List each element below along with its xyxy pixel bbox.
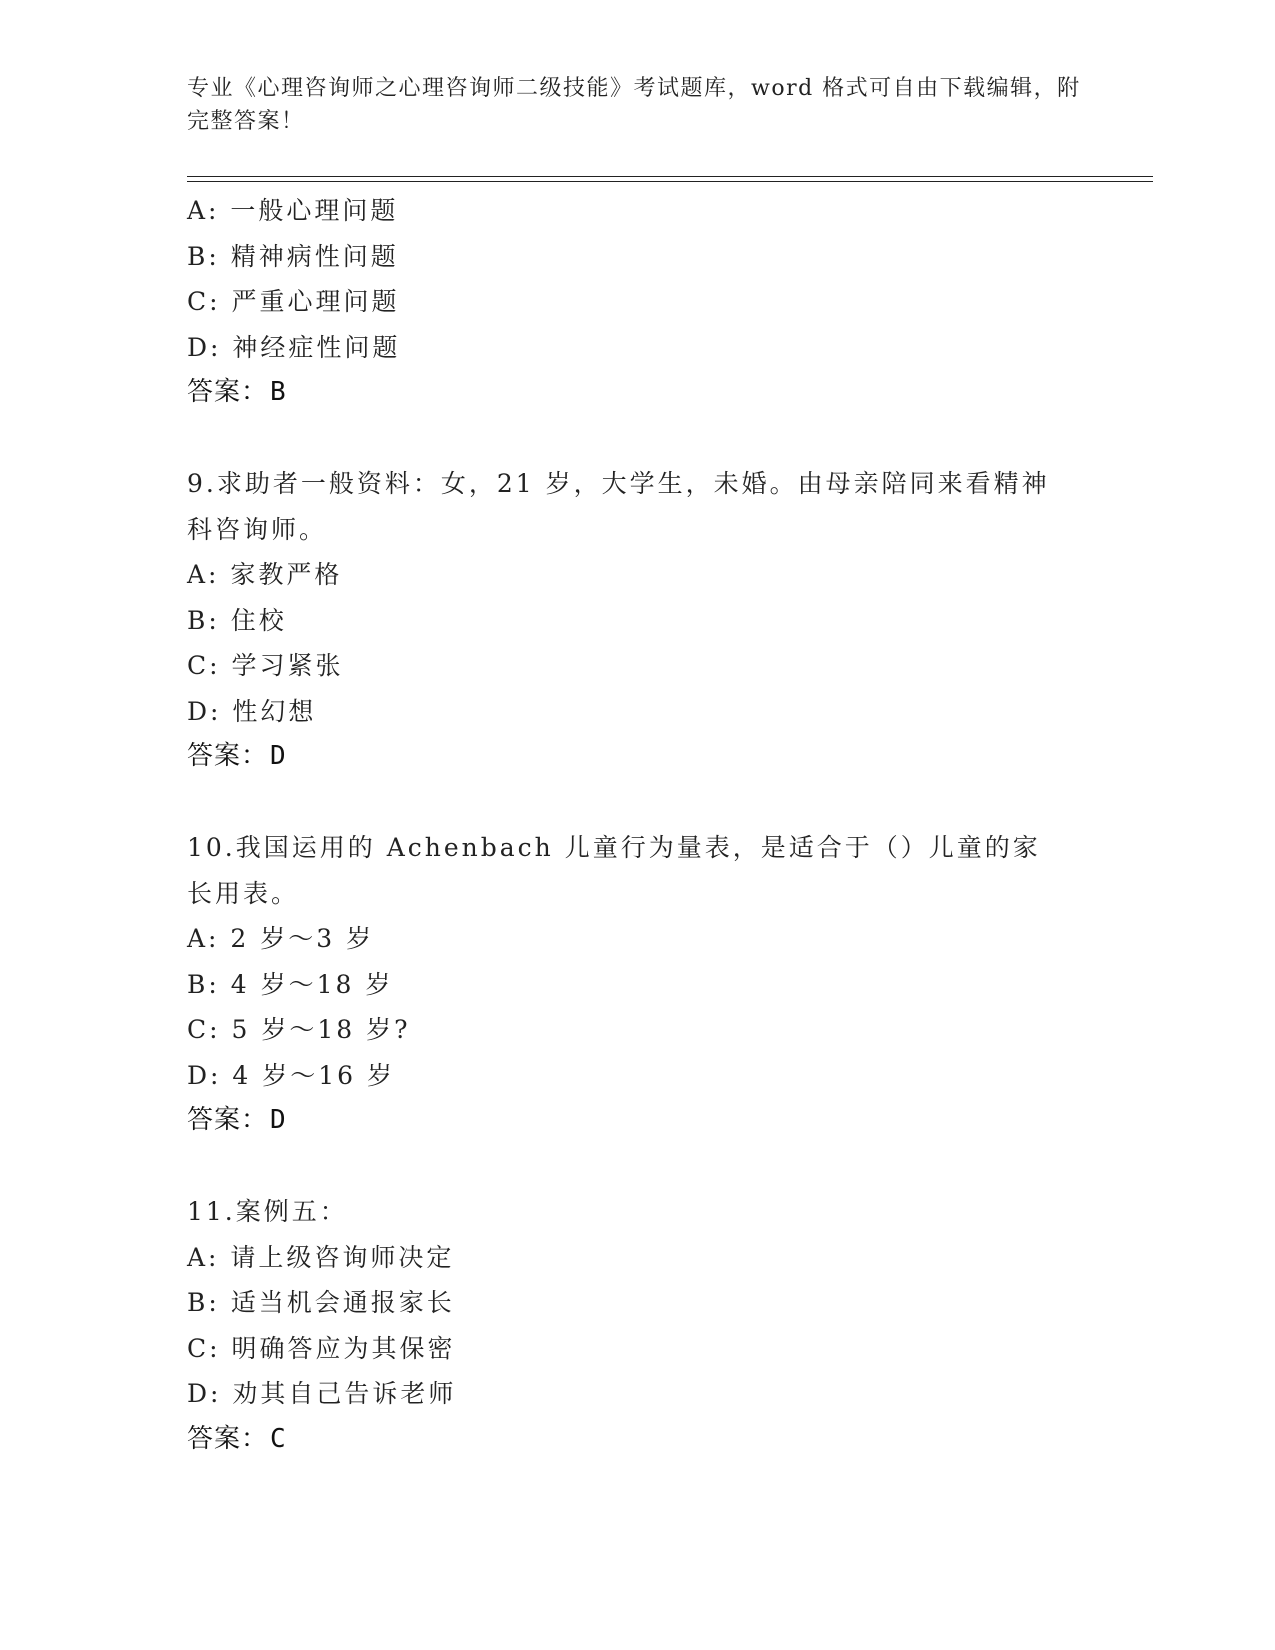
document-intro: 专业《心理咨询师之心理咨询师二级技能》考试题库，word 格式可自由下载编辑，附完整答案！ — [187, 76, 1081, 134]
option-b: B: 住校 — [187, 605, 287, 635]
answer-key: C — [270, 1423, 287, 1454]
question-9 — [187, 461, 1087, 780]
option-a: A: 家教严格 — [187, 560, 343, 589]
answer-label: 答案： — [187, 1105, 269, 1135]
question-stem: 10.我国运用的 Achenbach 儿童行为量表，是适合于（）儿童的家长用表。 — [187, 833, 1041, 908]
answer-line — [187, 1417, 1087, 1463]
question-stem: 11.案例五： — [187, 1197, 348, 1226]
answer-key: B — [270, 377, 287, 407]
option-d: D: 性幻想 — [187, 696, 317, 726]
question-stem: 9.求助者一般资料：女，21 岁，大学生，未婚。由母亲陪同来看精神科咨询师。 — [187, 469, 1050, 544]
option-a: A: 一般心理问题 — [187, 196, 399, 225]
option-c: C: 明确答应为其保密 — [187, 1333, 456, 1363]
answer-label: 答案： — [187, 1423, 269, 1454]
question-11 — [187, 1189, 1087, 1462]
option-c: C: 学习紧张 — [187, 651, 344, 680]
option-b: B: 适当机会通报家长 — [187, 1288, 455, 1317]
spacer — [187, 780, 1087, 826]
spacer — [187, 1144, 1087, 1190]
option-c: C: 严重心理问题 — [187, 287, 400, 316]
question-8 — [187, 188, 1087, 416]
answer-key: D — [270, 741, 287, 771]
header-divider-top — [187, 176, 1153, 177]
question-10 — [187, 825, 1087, 1144]
option-b: B: 精神病性问题 — [187, 241, 399, 271]
option-d: D: 劝其自己告诉老师 — [187, 1379, 457, 1408]
answer-line — [187, 370, 1087, 416]
option-a: A: 请上级咨询师决定 — [187, 1242, 455, 1272]
question-list — [187, 188, 1087, 1462]
answer-line — [187, 1098, 1087, 1144]
option-c: C: 5 岁～18 岁? — [187, 1015, 411, 1044]
answer-label: 答案： — [187, 741, 269, 771]
option-d: D: 4 岁～16 岁 — [187, 1060, 396, 1090]
spacer — [187, 416, 1087, 462]
answer-line — [187, 734, 1087, 780]
option-a: A: 2 岁～3 岁 — [187, 924, 375, 953]
option-d: D: 神经症性问题 — [187, 332, 401, 362]
answer-key: D — [270, 1105, 287, 1135]
answer-label: 答案： — [187, 377, 269, 407]
header-divider-bottom — [187, 181, 1153, 182]
option-b: B: 4 岁～18 岁 — [187, 969, 394, 999]
